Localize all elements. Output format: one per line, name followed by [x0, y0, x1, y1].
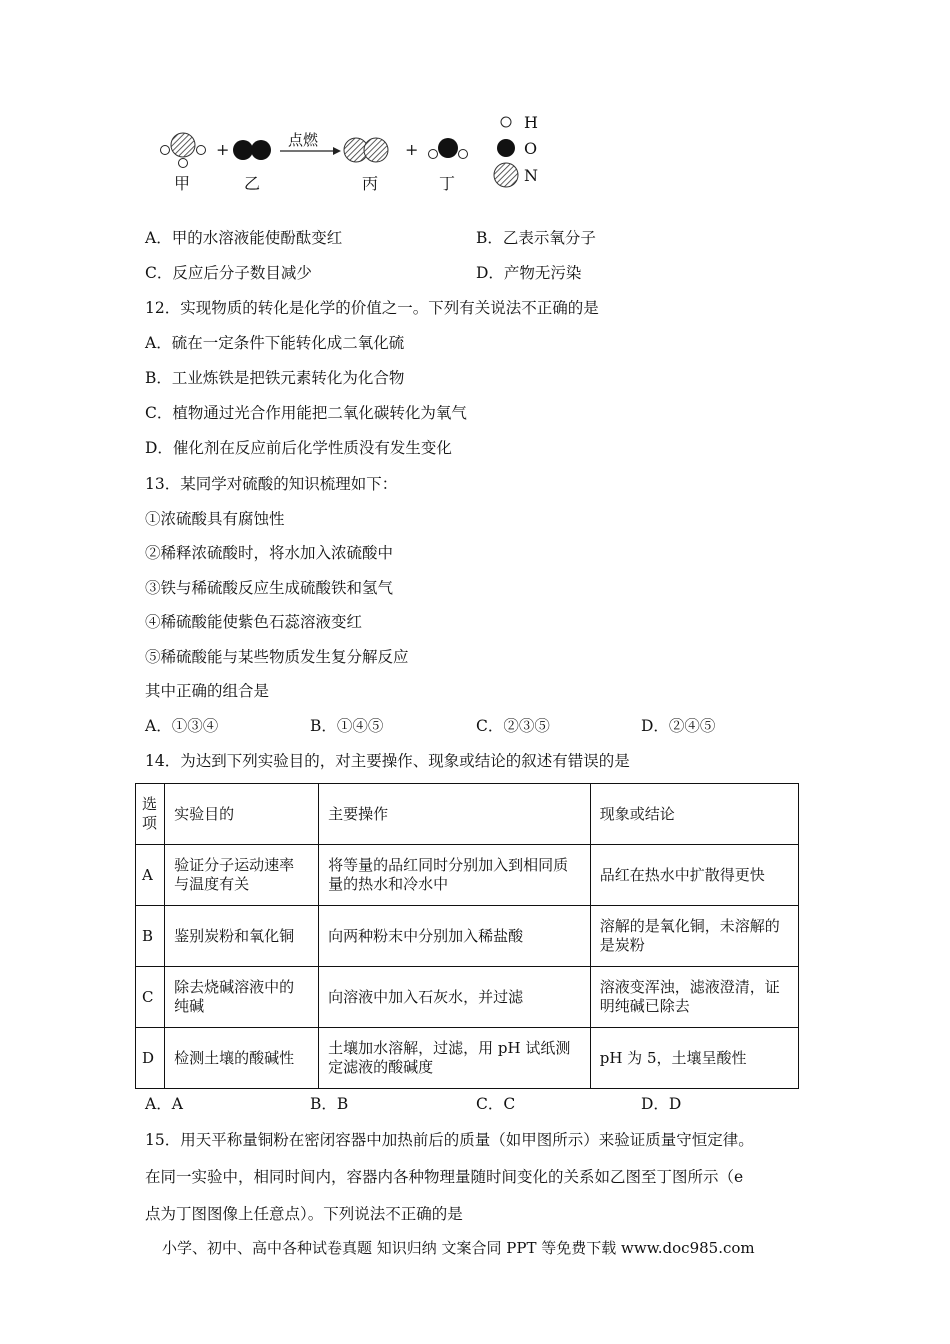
molecule-ding-icon [429, 138, 468, 159]
cell-operation: 向两种粉末中分别加入稀盐酸 [319, 906, 591, 967]
table-row [136, 967, 799, 1028]
q13-item-1: ①浓硫酸具有腐蚀性 [145, 510, 285, 528]
legend-h: H [524, 113, 538, 132]
q11-option-b: B．乙表示氧分子 [476, 229, 596, 247]
header-option: 选项 [136, 784, 165, 845]
q13-ask: 其中正确的组合是 [145, 682, 270, 700]
arrow-label: 点燃 [288, 131, 319, 149]
label-yi: 乙 [244, 174, 261, 193]
q11-option-c: C．反应后分子数目减少 [145, 264, 312, 282]
cell-purpose: 验证分子运动速率与温度有关 [165, 845, 319, 906]
q13-item-3: ③铁与稀硫酸反应生成硫酸铁和氢气 [145, 579, 394, 597]
molecule-jia-icon [161, 133, 206, 168]
q13-stem: 13．某同学对硫酸的知识梳理如下： [145, 475, 398, 493]
cell-option: A [136, 845, 165, 906]
q12-option-d: D．催化剂在反应前后化学性质没有发生变化 [145, 439, 452, 457]
q13-option-d: D．②④⑤ [641, 717, 716, 735]
cell-option: D [136, 1028, 165, 1089]
hydrogen-atom-icon [501, 117, 511, 127]
label-ding: 丁 [439, 174, 456, 193]
q13-option-c: C．②③⑤ [476, 717, 550, 735]
legend-o: O [524, 139, 538, 158]
q12-stem: 12．实现物质的转化是化学的价值之一。下列有关说法不正确的是 [145, 299, 599, 317]
q14-option-c: C．C [476, 1095, 516, 1113]
table-row [136, 845, 799, 906]
plus-sign-1: + [216, 140, 230, 159]
molecule-yi-icon [233, 140, 271, 160]
q14-option-a: A．A [145, 1095, 183, 1113]
nitrogen-atom-icon [494, 163, 518, 187]
q12-option-b: B．工业炼铁是把铁元素转化为化合物 [145, 369, 405, 387]
cell-purpose: 鉴别炭粉和氧化铜 [165, 906, 319, 967]
q11-option-d: D．产物无污染 [476, 264, 582, 282]
q15-line-3: 点为丁图图像上任意点）。下列说法不正确的是 [145, 1205, 463, 1223]
cell-purpose: 检测土壤的酸碱性 [165, 1028, 319, 1089]
cell-operation: 将等量的品红同时分别加入到相同质量的热水和冷水中 [319, 845, 591, 906]
label-bing: 丙 [362, 174, 379, 193]
cell-result: 溶解的是氧化铜，未溶解的是炭粉 [590, 906, 798, 967]
q12-option-c: C．植物通过光合作用能把二氧化碳转化为氧气 [145, 404, 467, 422]
q14-stem: 14．为达到下列实验目的，对主要操作、现象或结论的叙述有错误的是 [145, 752, 630, 770]
cell-result: 溶液变浑浊，滤液澄清，证明纯碱已除去 [590, 967, 798, 1028]
oxygen-atom-icon [497, 139, 515, 157]
table-row [136, 1028, 799, 1089]
header-operation: 主要操作 [319, 784, 591, 845]
table-row [136, 906, 799, 967]
cell-option: B [136, 906, 165, 967]
q15-line-2: 在同一实验中，相同时间内，容器内各种物理量随时间变化的关系如乙图至丁图所示（e [145, 1168, 744, 1186]
label-jia: 甲 [174, 174, 191, 193]
molecule-bing-icon [344, 138, 388, 162]
q13-option-b: B．①④⑤ [310, 717, 384, 735]
q14-option-d: D．D [641, 1095, 682, 1113]
cell-purpose: 除去烧碱溶液中的纯碱 [165, 967, 319, 1028]
cell-result: 品红在热水中扩散得更快 [590, 845, 798, 906]
cell-option: C [136, 967, 165, 1028]
q11-option-a: A．甲的水溶液能使酚酞变红 [145, 229, 343, 247]
cell-operation: 土壤加水溶解，过滤，用 pH 试纸测定滤液的酸碱度 [319, 1028, 591, 1089]
table-header-row [136, 784, 799, 845]
q13-item-4: ④稀硫酸能使紫色石蕊溶液变红 [145, 613, 363, 631]
page-footer: 小学、初中、高中各种试卷真题 知识归纳 文案合同 PPT 等免费下载 www.doc985.com [162, 1239, 755, 1257]
q13-item-5: ⑤稀硫酸能与某些物质发生复分解反应 [145, 648, 409, 666]
cell-operation: 向溶液中加入石灰水，并过滤 [319, 967, 591, 1028]
q13-option-a: A．①③④ [145, 717, 219, 735]
cell-result: pH 为 5，土壤呈酸性 [590, 1028, 798, 1089]
q15-line-1: 15．用天平称量铜粉在密闭容器中加热前后的质量（如甲图所示）来验证质量守恒定律。 [145, 1131, 754, 1149]
q14-option-b: B．B [310, 1095, 349, 1113]
legend-n: N [524, 166, 538, 185]
header-purpose: 实验目的 [165, 784, 319, 845]
atom-legend [490, 110, 560, 190]
q13-item-2: ②稀释浓硫酸时，将水加入浓硫酸中 [145, 544, 394, 562]
q12-option-a: A．硫在一定条件下能转化成二氧化硫 [145, 334, 405, 352]
header-result: 现象或结论 [590, 784, 798, 845]
plus-sign-2: + [405, 140, 419, 159]
experiment-table [135, 783, 799, 1089]
